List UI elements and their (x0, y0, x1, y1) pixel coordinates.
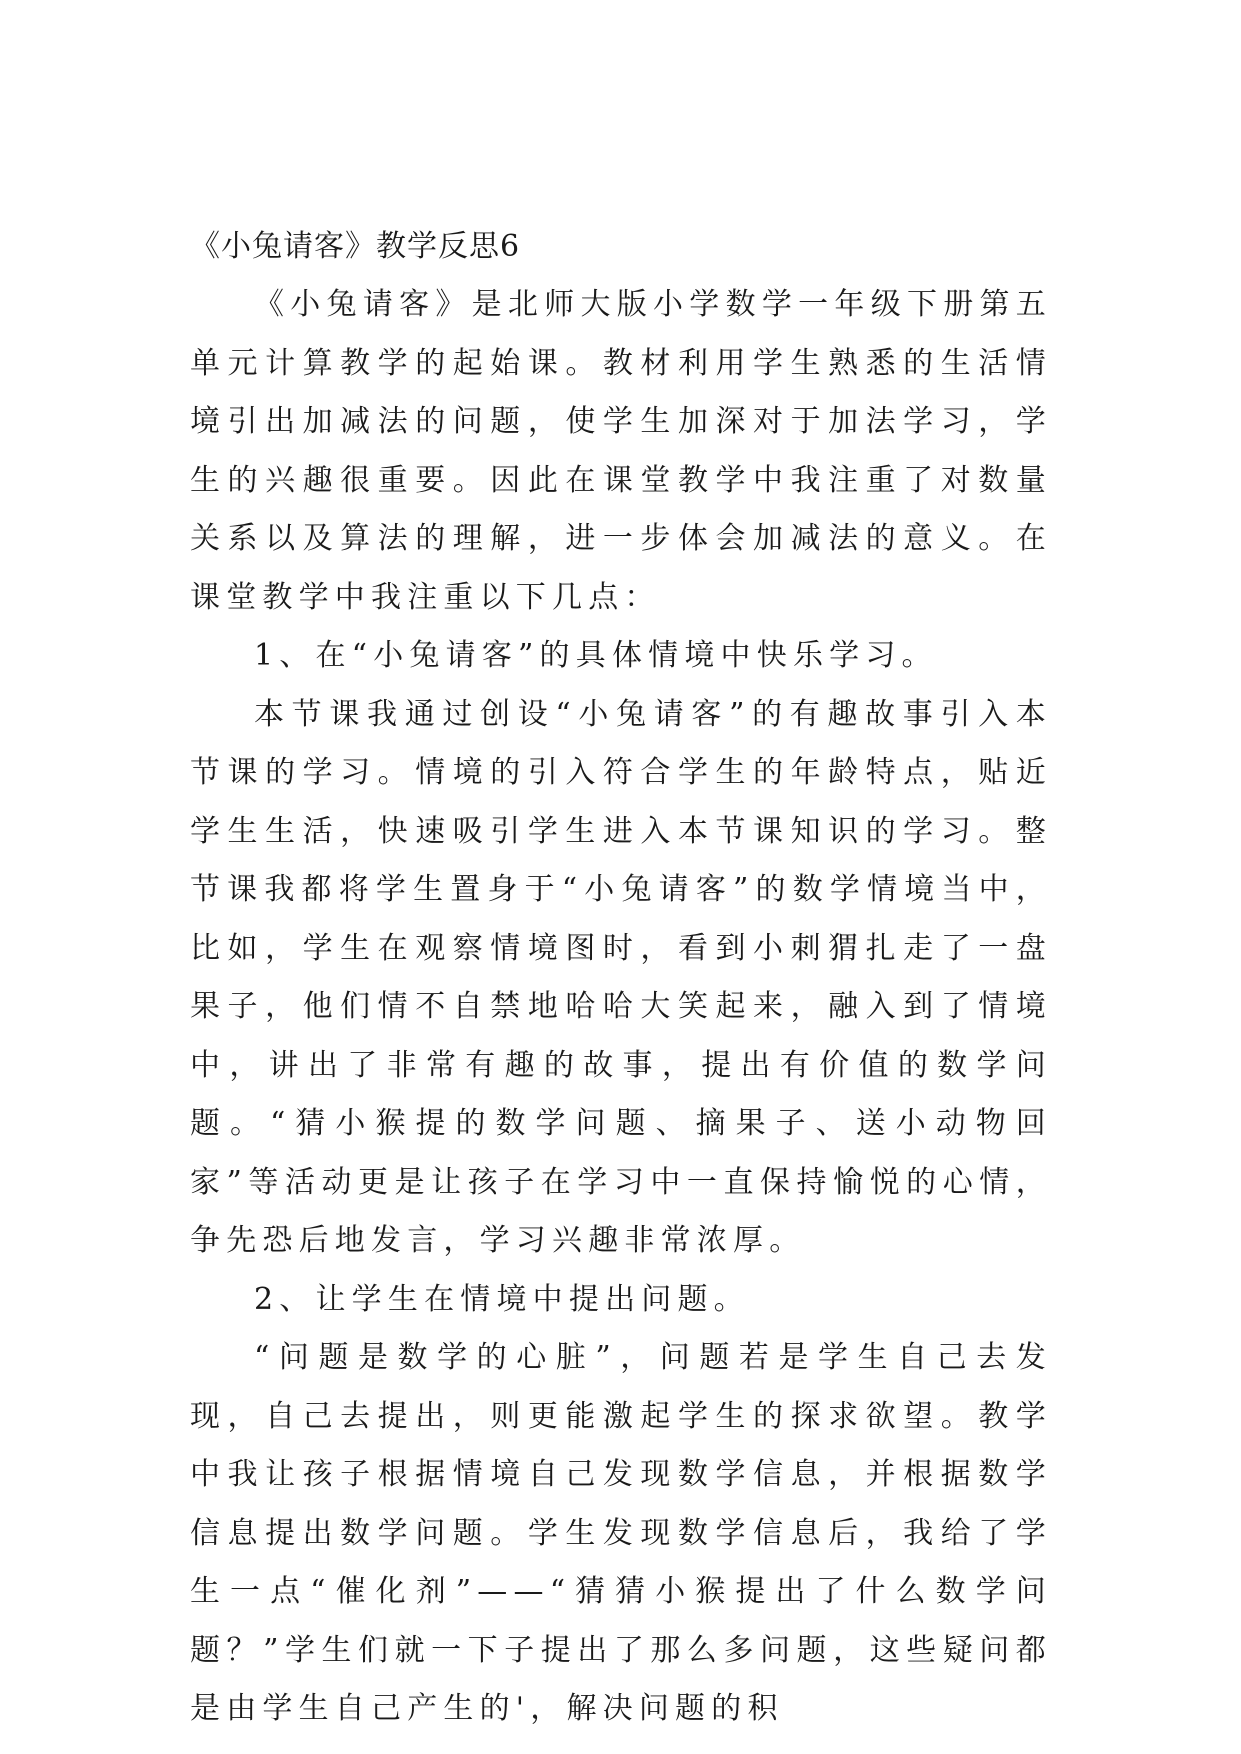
document-page (190, 218, 1052, 1739)
paragraph-intro: 《小兔请客》是北师大版小学数学一年级下册第五单元计算教学的起始课。教材利用学生熟悉的生活情境引出加减法的问题，使学生加深对于加法学习，学生的兴趣很重要。因此在课堂教学中我注重了对数量关系以及算法的理解，进一步体会加减法的意义。在课堂教学中我注重以下几点： (190, 287, 1052, 615)
paragraph-point-1-body: 本节课我通过创设“小兔请客”的有趣故事引入本节课的学习。情境的引入符合学生的年龄特点，贴近学生生活，快速吸引学生进入本节课知识的学习。整节课我都将学生置身于“小兔请客”的数学情境当中，比如，学生在观察情境图时，看到小刺猬扎走了一盘果子，他们情不自禁地哈哈大笑起来，融入到了情境中，讲出了非常有趣的故事，提出有价值的数学问题。“猜小猴提的数学问题、摘果子、送小动物回家”等活动更是让孩子在学习中一直保持愉悦的心情，争先恐后地发言，学习兴趣非常浓厚。 (190, 696, 1052, 1258)
paragraph-point-2-body: “问题是数学的心脏”，问题若是学生自己去发现，自己去提出，则更能激起学生的探求欲望。教学中我让孩子根据情境自己发现数学信息，并根据数学信息提出数学问题。学生发现数学信息后，我给了学生一点“催化剂”——“猜猜小猴提出了什么数学问题？”学生们就一下子提出了那么多问题，这些疑问都是由学生自己产生的'，解决问题的积 (190, 1340, 1052, 1726)
paragraph-point-1-heading: 1、在“小兔请客”的具体情境中快乐学习。 (254, 638, 938, 673)
paragraph-point-2-heading: 2、让学生在情境中提出问题。 (254, 1281, 750, 1317)
document-title: 《小兔请客》教学反思6 (190, 229, 521, 264)
